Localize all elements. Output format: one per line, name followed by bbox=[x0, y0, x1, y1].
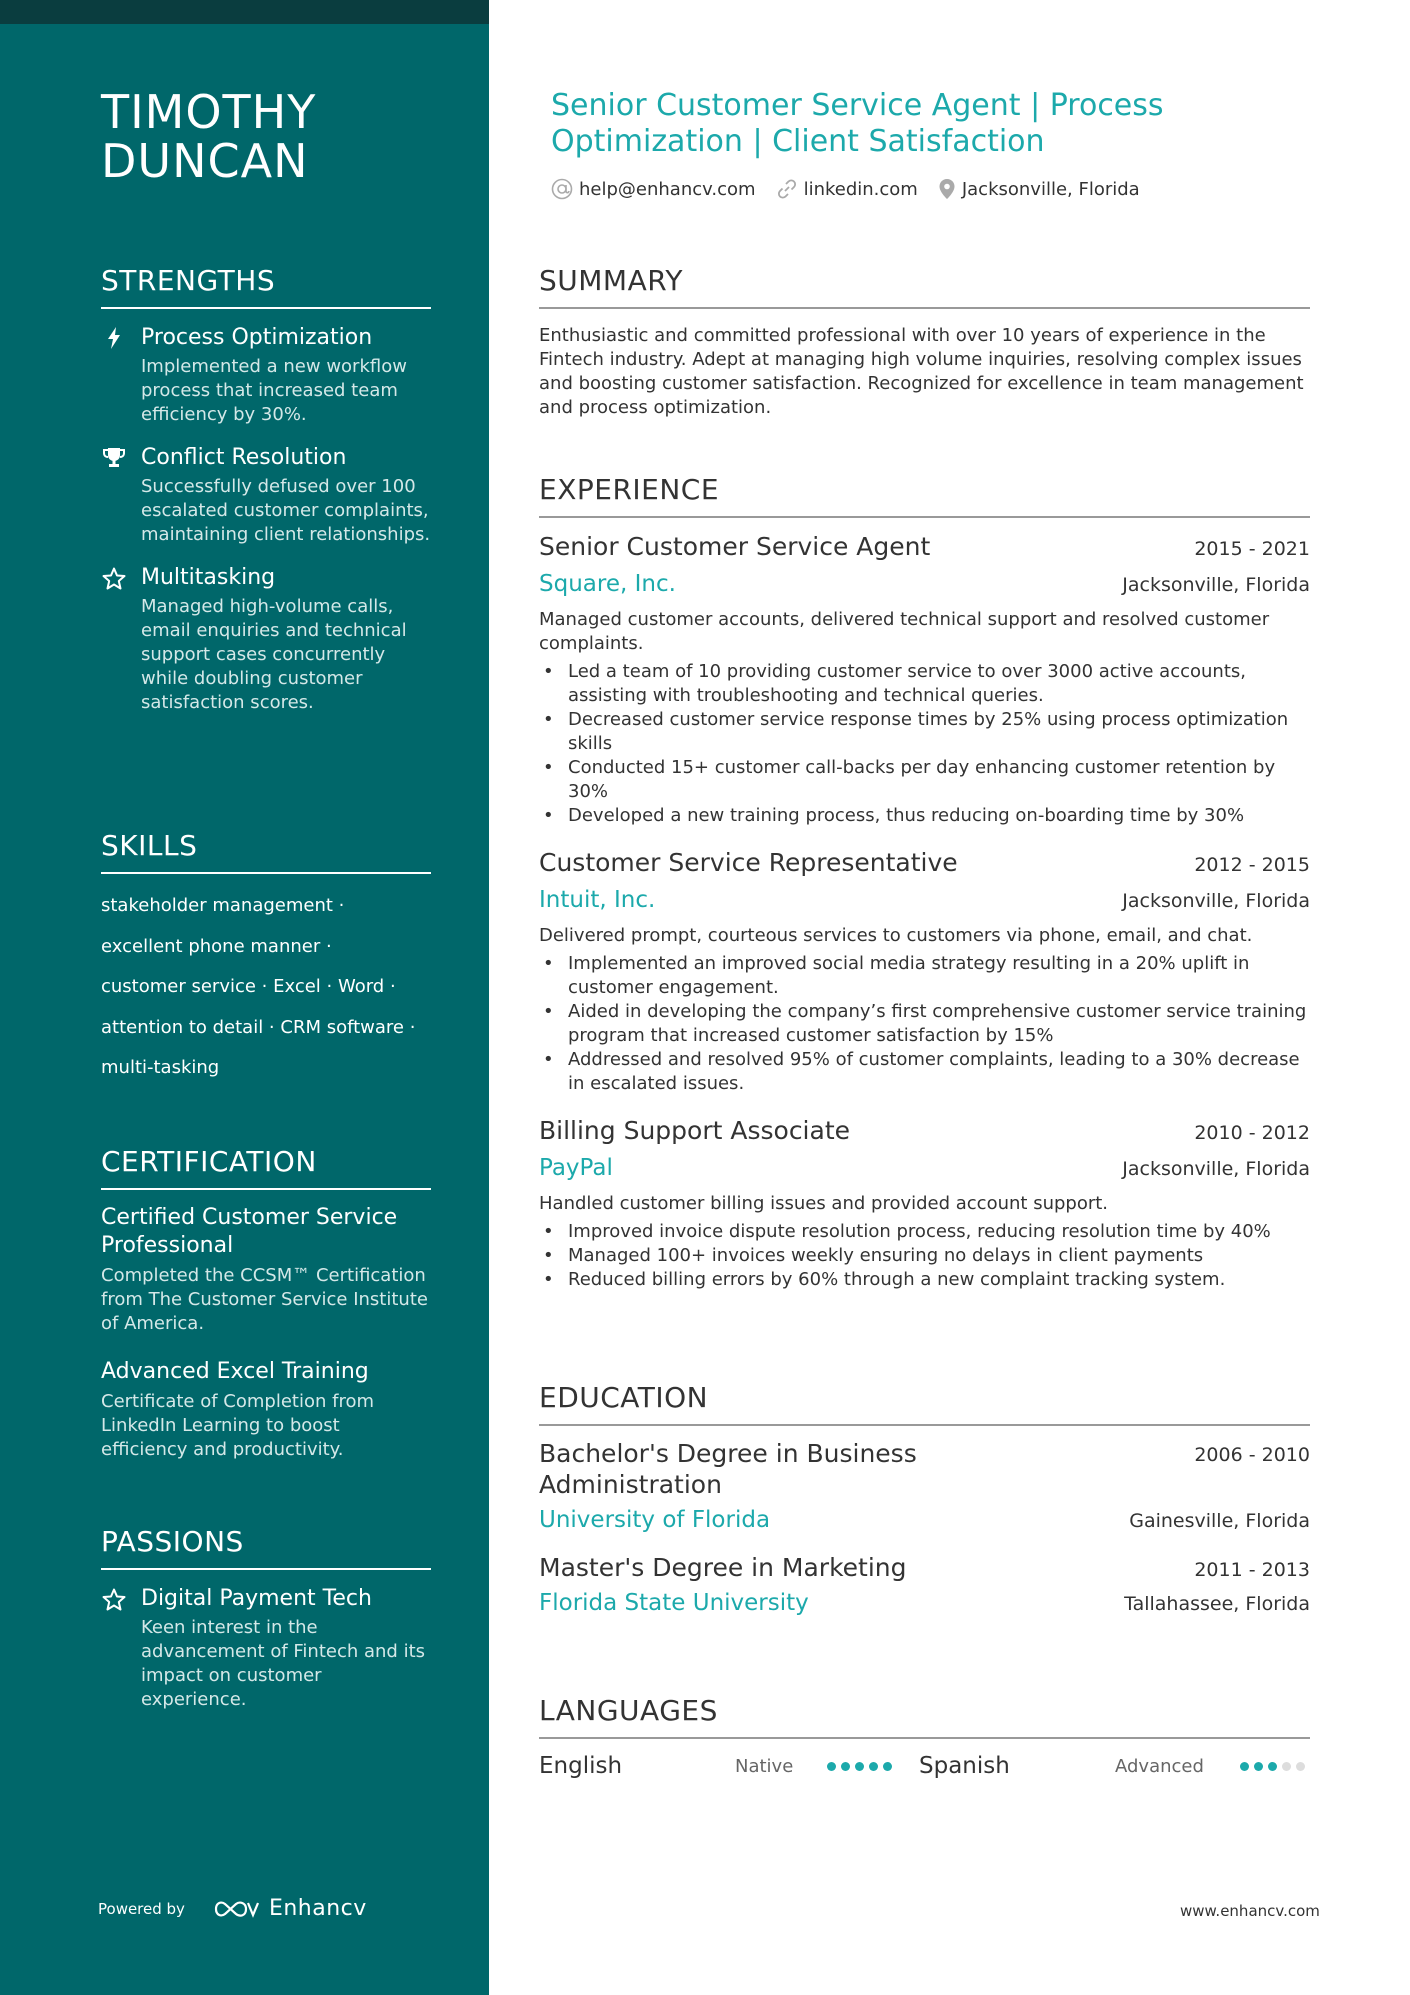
job-company: Square, Inc. bbox=[539, 571, 676, 597]
education-school: Florida State University bbox=[539, 1590, 809, 1616]
strength-item bbox=[101, 443, 431, 547]
skills-line: excellent phone manner · bbox=[101, 935, 332, 957]
languages-section bbox=[539, 1694, 1310, 1779]
rating-dot-empty bbox=[1296, 1762, 1305, 1771]
job-company: Intuit, Inc. bbox=[539, 887, 656, 913]
skills-section bbox=[101, 829, 431, 1089]
rating-dot-empty bbox=[1282, 1762, 1291, 1771]
contact-location-text: Jacksonville, Florida bbox=[961, 178, 1140, 200]
name-last: DUNCAN bbox=[101, 134, 309, 188]
rating-dot-filled bbox=[841, 1762, 850, 1771]
lightning-icon bbox=[101, 325, 127, 351]
skills-line: attention to detail · CRM software · bbox=[101, 1016, 416, 1038]
languages-list bbox=[539, 1753, 1310, 1779]
certification-section bbox=[101, 1145, 431, 1462]
summary-title: SUMMARY bbox=[539, 264, 1310, 309]
job-company: PayPal bbox=[539, 1155, 613, 1181]
skills-line: stakeholder management · bbox=[101, 895, 345, 916]
strengths-section bbox=[101, 264, 431, 715]
star-icon bbox=[101, 1586, 127, 1612]
passion-item bbox=[101, 1584, 431, 1712]
job-bullet: • Aided in developing the company’s first comprehensive customer service training program that increased customer satisfaction by 15% bbox=[539, 1000, 1310, 1048]
rating-dot-filled bbox=[855, 1762, 864, 1771]
strength-desc: Successfully defused over 100 escalated customer complaints, maintaining client relationships. bbox=[141, 476, 431, 545]
language-name: English bbox=[539, 1753, 623, 1779]
job-entry bbox=[539, 530, 1310, 828]
trophy-icon bbox=[101, 445, 127, 471]
powered-by-label: Powered by bbox=[98, 1899, 185, 1918]
job-location: Jacksonville, Florida bbox=[1122, 1158, 1310, 1180]
certification-name: Certified Customer Service Professional bbox=[101, 1205, 398, 1258]
at-icon bbox=[551, 178, 573, 200]
contact-email[interactable] bbox=[551, 178, 756, 200]
language-level: Native bbox=[735, 1755, 794, 1777]
rating-dot-filled bbox=[1254, 1762, 1263, 1771]
education-degree: Bachelor's Degree in Business Administration bbox=[539, 1439, 917, 1499]
language-rating bbox=[1240, 1762, 1310, 1771]
rating-dot-filled bbox=[1240, 1762, 1249, 1771]
job-desc: Handled customer billing issues and provided account support. bbox=[539, 1193, 1109, 1214]
sidebar bbox=[0, 0, 489, 1995]
language-item bbox=[919, 1753, 1310, 1779]
job-role: Customer Service Representative bbox=[539, 848, 958, 877]
contact-email-text: help@enhancv.com bbox=[579, 178, 756, 200]
contact-bar bbox=[551, 178, 1160, 200]
rating-dot-filled bbox=[827, 1762, 836, 1771]
strengths-title: STRENGTHS bbox=[101, 264, 431, 309]
job-bullets bbox=[539, 660, 1310, 828]
certification-desc: Certificate of Completion from LinkedIn Learning to boost efficiency and productivity. bbox=[101, 1391, 374, 1460]
strength-item bbox=[101, 563, 431, 715]
job-bullet: • Implemented an improved social media strategy resulting in a 20% uplift in customer engagement. bbox=[539, 952, 1310, 1000]
education-entry bbox=[539, 1438, 1310, 1540]
passions-title: PASSIONS bbox=[101, 1525, 431, 1570]
job-bullet: • Led a team of 10 providing customer service to over 3000 active accounts, assisting with troubleshooting and technical queries. bbox=[539, 660, 1310, 708]
enhancv-brand-link[interactable] bbox=[213, 1896, 367, 1921]
enhancv-brand-name: Enhancv bbox=[268, 1896, 367, 1921]
job-bullet: • Decreased customer service response times by 25% using process optimization skills bbox=[539, 708, 1310, 756]
location-pin-icon bbox=[938, 178, 956, 200]
strength-desc: Implemented a new workflow process that increased team efficiency by 30%. bbox=[141, 356, 407, 425]
job-bullet: • Conducted 15+ customer call-backs per day enhancing customer retention by 30% bbox=[539, 756, 1310, 804]
job-bullet: • Developed a new training process, thus reducing on-boarding time by 30% bbox=[539, 804, 1310, 828]
passion-desc: Keen interest in the advancement of Fintech and its impact on customer experience. bbox=[141, 1617, 426, 1710]
candidate-name bbox=[101, 85, 317, 188]
job-entry bbox=[539, 846, 1310, 1096]
sidebar-top-bar bbox=[0, 0, 489, 24]
contact-linkedin-text: linkedin.com bbox=[803, 178, 918, 200]
education-dates: 2006 - 2010 bbox=[1194, 1444, 1310, 1466]
job-role: Senior Customer Service Agent bbox=[539, 532, 931, 561]
certification-name: Advanced Excel Training bbox=[101, 1359, 369, 1384]
strength-desc: Managed high-volume calls, email enquiries and technical support cases concurrently while doubling customer satisfaction scores. bbox=[141, 596, 407, 713]
job-entry bbox=[539, 1114, 1310, 1292]
certification-desc: Completed the CCSM™ Certification from The Customer Service Institute of America. bbox=[101, 1265, 428, 1334]
language-name: Spanish bbox=[919, 1753, 1010, 1779]
headline-line: Optimization | Client Satisfaction bbox=[551, 124, 1045, 159]
job-desc: Managed customer accounts, delivered technical support and resolved customer complaints. bbox=[539, 609, 1270, 654]
languages-title: LANGUAGES bbox=[539, 1694, 1310, 1739]
education-degree: Master's Degree in Marketing bbox=[539, 1553, 907, 1582]
skills-list bbox=[101, 886, 431, 1089]
star-icon bbox=[101, 565, 127, 591]
education-title: EDUCATION bbox=[539, 1381, 1310, 1426]
contact-location bbox=[938, 178, 1140, 200]
rating-dot-filled bbox=[1268, 1762, 1277, 1771]
job-dates: 2015 - 2021 bbox=[1194, 538, 1310, 560]
strength-title: Conflict Resolution bbox=[141, 445, 347, 470]
education-location: Tallahassee, Florida bbox=[1124, 1593, 1310, 1615]
passion-title: Digital Payment Tech bbox=[141, 1586, 372, 1611]
strength-item bbox=[101, 323, 431, 427]
job-location: Jacksonville, Florida bbox=[1122, 890, 1310, 912]
skills-title: SKILLS bbox=[101, 829, 431, 874]
job-bullets bbox=[539, 1220, 1310, 1292]
language-rating bbox=[827, 1762, 897, 1771]
rating-dot-filled bbox=[883, 1762, 892, 1771]
job-desc: Delivered prompt, courteous services to customers via phone, email, and chat. bbox=[539, 925, 1253, 946]
job-bullet: • Reduced billing errors by 60% through a new complaint tracking system. bbox=[539, 1268, 1310, 1292]
link-icon bbox=[776, 178, 798, 200]
headline-line: Senior Customer Service Agent | Process bbox=[551, 88, 1164, 123]
language-level: Advanced bbox=[1115, 1755, 1204, 1777]
summary-text: Enthusiastic and committed professional with over 10 years of experience in the Fintech industry. Adept at managing high volume inquiries, resolving complex issues and boosting customer satisfaction. Recognized for excellence in team management and process optimization. bbox=[539, 325, 1304, 418]
summary-section bbox=[539, 264, 1310, 420]
job-bullets bbox=[539, 952, 1310, 1096]
language-item bbox=[539, 1753, 919, 1779]
job-bullet: • Managed 100+ invoices weekly ensuring no delays in client payments bbox=[539, 1244, 1310, 1268]
strength-title: Multitasking bbox=[141, 565, 276, 590]
education-location: Gainesville, Florida bbox=[1129, 1510, 1310, 1532]
powered-by bbox=[98, 1896, 367, 1921]
education-entry bbox=[539, 1552, 1310, 1623]
passions-section bbox=[101, 1525, 431, 1712]
job-bullet: • Addressed and resolved 95% of customer complaints, leading to a 30% decrease in escalated issues. bbox=[539, 1048, 1310, 1096]
footer-url[interactable]: www.enhancv.com bbox=[1180, 1902, 1320, 1920]
certification-item bbox=[101, 1358, 431, 1462]
job-dates: 2012 - 2015 bbox=[1194, 854, 1310, 876]
job-location: Jacksonville, Florida bbox=[1122, 574, 1310, 596]
job-bullet: • Improved invoice dispute resolution process, reducing resolution time by 40% bbox=[539, 1220, 1310, 1244]
name-first: TIMOTHY bbox=[101, 85, 317, 139]
enhancv-logo-icon bbox=[213, 1898, 259, 1920]
experience-section bbox=[539, 473, 1310, 1292]
strength-title: Process Optimization bbox=[141, 325, 373, 350]
experience-title: EXPERIENCE bbox=[539, 473, 1310, 518]
certification-item bbox=[101, 1204, 431, 1336]
headline bbox=[551, 88, 1171, 160]
education-dates: 2011 - 2013 bbox=[1194, 1559, 1310, 1581]
contact-linkedin[interactable] bbox=[776, 178, 918, 200]
education-school: University of Florida bbox=[539, 1507, 771, 1533]
education-section bbox=[539, 1381, 1310, 1623]
skills-line: customer service · Excel · Word · bbox=[101, 976, 396, 997]
certification-title: CERTIFICATION bbox=[101, 1145, 431, 1190]
job-role: Billing Support Associate bbox=[539, 1116, 851, 1145]
job-dates: 2010 - 2012 bbox=[1194, 1122, 1310, 1144]
skills-line: multi-tasking bbox=[101, 1057, 220, 1078]
rating-dot-filled bbox=[869, 1762, 878, 1771]
